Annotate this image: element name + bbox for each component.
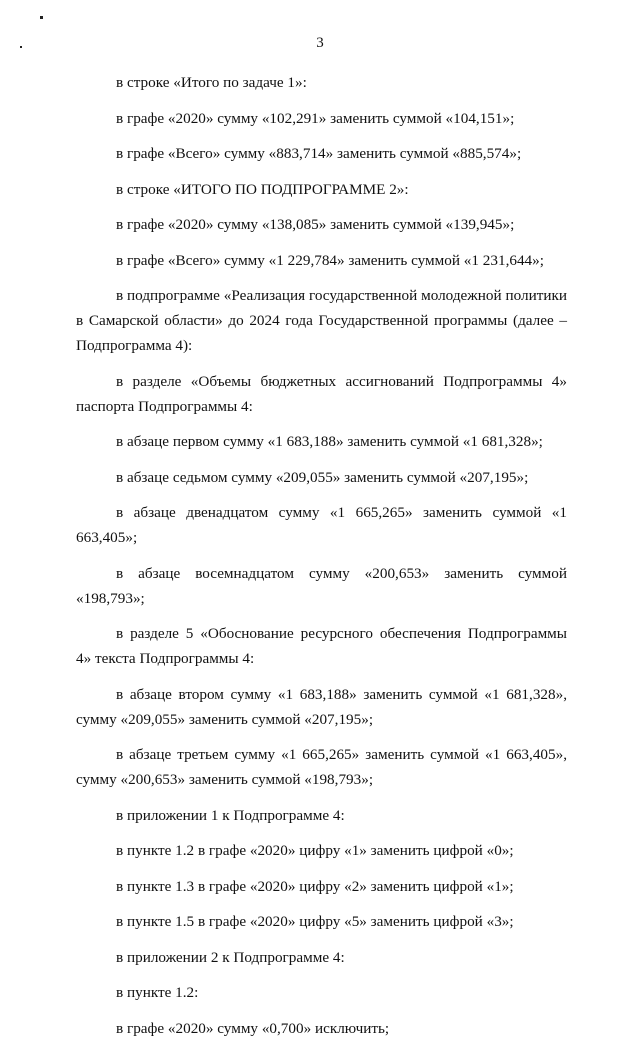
paragraph: в разделе «Объемы бюджетных ассигнований Подпрограммы 4» паспорта Подпрограммы 4: <box>76 372 567 415</box>
paragraph: в строке «ИТОГО ПО ПОДПРОГРАММЕ 2»: <box>116 180 409 198</box>
scan-mark-top <box>40 16 43 19</box>
paragraph: в графе «2020» сумму «0,700» исключить; <box>116 1019 390 1037</box>
paragraph: в абзаце третьем сумму «1 665,265» заменить суммой «1 663,405», сумму «200,653» заменить суммой «198,793»; <box>76 746 567 788</box>
paragraph: в абзаце двенадцатом сумму «1 665,265» заменить суммой «1 663,405»; <box>76 504 567 546</box>
paragraph: в графе «Всего» сумму «1 229,784» заменить суммой «1 231,644»; <box>116 251 544 269</box>
paragraph: в пункте 1.3 в графе «2020» цифру «2» заменить цифрой «1»; <box>116 877 514 895</box>
paragraph: в пункте 1.2 в графе «2020» цифру «1» заменить цифрой «0»; <box>116 842 514 859</box>
paragraph: в абзаце восемнадцатом сумму «200,653» заменить суммой «198,793»; <box>76 564 567 607</box>
paragraph: в графе «Всего» сумму «883,714» заменить суммой «885,574»; <box>116 145 522 162</box>
paragraph: в абзаце первом сумму «1 683,188» заменить суммой «1 681,328»; <box>116 433 543 450</box>
paragraph: в приложении 1 к Подпрограмме 4: <box>116 806 345 824</box>
paragraph: в подпрограмме «Реализация государственной молодежной политики в Самарской области» до 2024 года Государственной программы (далее – Подпрограмма 4): <box>76 287 567 354</box>
paragraph: в пункте 1.5 в графе «2020» цифру «5» заменить цифрой «3»; <box>116 913 514 930</box>
paragraph: в графе «2020» сумму «102,291» заменить суммой «104,151»; <box>116 109 515 127</box>
paragraph: в разделе 5 «Обоснование ресурсного обеспечения Подпрограммы 4» текста Подпрограммы 4: <box>76 625 567 667</box>
paragraph: в приложении 2 к Подпрограмме 4: <box>116 948 345 966</box>
paragraph: в абзаце втором сумму «1 683,188» заменить суммой «1 681,328», сумму «209,055» заменить суммой «207,195»; <box>76 685 567 728</box>
document-body <box>76 70 567 1051</box>
paragraph: в пункте 1.2: <box>116 984 199 1001</box>
paragraph: в графе «2020» сумму «138,085» заменить суммой «139,945»; <box>116 216 515 233</box>
paragraph: в строке «Итого по задаче 1»: <box>116 74 307 91</box>
page-number: 3 <box>316 35 324 51</box>
paragraph: в абзаце седьмом сумму «209,055» заменить суммой «207,195»; <box>116 468 529 486</box>
